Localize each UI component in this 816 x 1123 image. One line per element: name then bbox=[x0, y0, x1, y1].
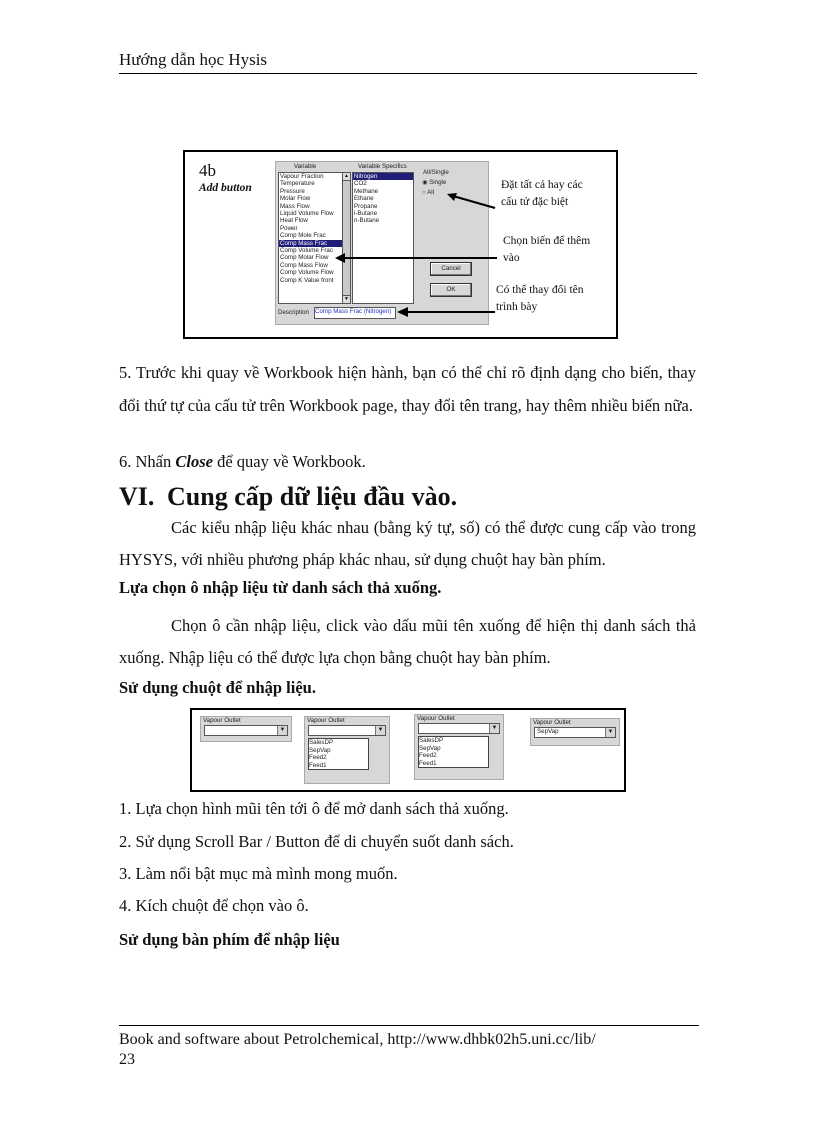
figure-add-variable-dialog bbox=[183, 150, 618, 339]
add-variable-dialog bbox=[275, 161, 489, 325]
step-3: 3. Làm nổi bật mục mà mình mong muốn. bbox=[119, 864, 398, 883]
variable-header: Variable bbox=[294, 163, 317, 170]
combo-label-1: Vapour Outlet bbox=[203, 717, 241, 724]
dropdown-option[interactable]: Feed2 bbox=[419, 752, 437, 760]
scroll-down-icon[interactable]: ▼ bbox=[344, 297, 349, 302]
footer bbox=[119, 1030, 699, 1070]
dropdown-option[interactable]: Feed2 bbox=[309, 754, 327, 762]
variable-list-item[interactable]: Comp Mole Frac bbox=[280, 232, 326, 240]
footer-rule bbox=[119, 1025, 699, 1026]
p6-prefix: 6. Nhấn bbox=[119, 452, 176, 471]
combo-label-2: Vapour Outlet bbox=[307, 717, 345, 724]
section-title: Cung cấp dữ liệu đầu vào. bbox=[167, 482, 458, 511]
variable-list-item[interactable]: Mass Flow bbox=[280, 202, 310, 210]
annotation-choose-variable: Chọn biến để thêm vào bbox=[503, 235, 591, 264]
paragraph-step-5: 5. Trước khi quay về Workbook hiện hành, bạn có thể chỉ rõ định dạng cho biến, thay đổi thứ tự của cấu tử trên Workbook page, thay đổi tên trang, hay thêm nhiều biến nữa. bbox=[119, 363, 696, 415]
combo-box-1[interactable] bbox=[204, 725, 288, 736]
description-label: Description bbox=[278, 309, 309, 316]
dropdown-option[interactable]: Feed1 bbox=[419, 759, 437, 767]
subheading-dropdown: Lựa chọn ô nhập liệu từ danh sách thả xuống. bbox=[119, 578, 442, 597]
variable-list-item[interactable]: Vapour Fraction bbox=[280, 173, 324, 180]
ok-button[interactable]: OK bbox=[430, 283, 472, 297]
arrow-to-radio bbox=[447, 192, 497, 212]
specifics-header: Variable Specifics bbox=[358, 163, 407, 170]
dropdown-arrow-icon[interactable]: ▼ bbox=[277, 726, 287, 735]
combo-label-3: Vapour Outlet bbox=[417, 715, 455, 722]
arrow-to-variable bbox=[335, 250, 497, 260]
dropdown-paragraph: Chọn ô cần nhập liệu, click vào dấu mũi tên xuống để hiện thị danh sách thả xuống. Nhập liệu có thể được lựa chọn bằng chuột hay bàn phím. bbox=[119, 616, 696, 667]
paragraph-step-6 bbox=[119, 452, 696, 472]
variable-list-item[interactable]: Comp Mass Flow bbox=[280, 261, 328, 269]
dropdown-option[interactable]: SepVap bbox=[419, 744, 441, 752]
subheading-keyboard: Sử dụng bàn phím để nhập liệu bbox=[119, 930, 340, 949]
dropdown-arrow-icon[interactable]: ▼ bbox=[375, 726, 385, 735]
subheading-mouse: Sử dụng chuột để nhập liệu. bbox=[119, 678, 316, 697]
variable-list[interactable] bbox=[278, 172, 344, 304]
combo-step-1 bbox=[200, 716, 292, 742]
scroll-up-icon[interactable]: ▲ bbox=[344, 174, 349, 179]
section-number: VI. bbox=[119, 482, 155, 511]
variable-list-item[interactable]: Comp K Value front bbox=[280, 276, 334, 284]
header-rule bbox=[119, 73, 697, 74]
annotation-rename: Có thể thay đổi tên trình bày bbox=[496, 284, 584, 313]
dropdown-arrow-icon[interactable]: ▼ bbox=[605, 728, 615, 737]
combo-value-4: SepVap bbox=[537, 728, 559, 736]
specifics-list-item[interactable]: Ethane bbox=[354, 195, 374, 203]
cancel-button[interactable]: Cancel bbox=[430, 262, 472, 276]
dropdown-option[interactable]: SalesDP bbox=[309, 739, 334, 747]
step-label: 4b bbox=[199, 161, 216, 180]
annotation-select-all: Đặt tất cả hay các cấu tử đặc biệt bbox=[501, 179, 583, 208]
variable-list-item[interactable]: Comp Volume Flow bbox=[280, 269, 334, 277]
combo-step-3 bbox=[414, 714, 504, 780]
combo-box-3[interactable] bbox=[418, 723, 500, 734]
all-single-header: All/Single bbox=[423, 169, 449, 176]
specifics-list-item[interactable]: i-Butane bbox=[354, 210, 378, 218]
running-header: Hướng dẫn học Hysis bbox=[119, 50, 268, 69]
specifics-list-item[interactable]: Propane bbox=[354, 202, 378, 210]
combo-box-2[interactable] bbox=[308, 725, 386, 736]
radio-all-label: All bbox=[427, 189, 435, 196]
specifics-list-item[interactable]: Nitrogen bbox=[353, 173, 413, 180]
variable-list-item[interactable]: Power bbox=[280, 224, 298, 232]
section-heading bbox=[119, 482, 457, 512]
variable-list-item[interactable]: Heat Flow bbox=[280, 217, 308, 225]
variable-list-item[interactable]: Pressure bbox=[280, 187, 305, 195]
combo-box-4[interactable] bbox=[534, 727, 616, 738]
dropdown-option[interactable]: SalesDP bbox=[419, 737, 444, 745]
step-4: 4. Kích chuột để chọn vào ô. bbox=[119, 896, 309, 915]
variable-list-item[interactable]: Molar Flow bbox=[280, 195, 311, 203]
combo-step-2 bbox=[304, 716, 390, 784]
variable-list-item[interactable]: Temperature bbox=[280, 180, 315, 188]
variable-list-item[interactable]: Liquid Volume Flow bbox=[280, 210, 334, 218]
dropdown-list-2[interactable] bbox=[308, 738, 369, 770]
step-1: 1. Lựa chọn hình mũi tên tới ô để mở danh sách thả xuống. bbox=[119, 799, 509, 818]
specifics-list-item[interactable]: CO2 bbox=[354, 180, 367, 188]
step-2: 2. Sử dụng Scroll Bar / Button để di chuyển suốt danh sách. bbox=[119, 832, 514, 851]
radio-single-label: Single bbox=[429, 179, 447, 186]
dropdown-option[interactable]: SepVap bbox=[309, 746, 331, 754]
figure-dropdown-steps bbox=[190, 708, 626, 792]
p6-suffix: để quay về Workbook. bbox=[212, 452, 366, 471]
close-keyword: Close bbox=[175, 452, 213, 471]
dropdown-list-3[interactable] bbox=[418, 736, 489, 768]
variable-list-item[interactable]: Comp Mass Frac bbox=[279, 240, 343, 247]
page-number: 23 bbox=[119, 1051, 135, 1068]
specifics-list[interactable] bbox=[352, 172, 414, 304]
specifics-list-item[interactable]: n-Butane bbox=[354, 217, 380, 225]
combo-label-4: Vapour Outlet bbox=[533, 719, 571, 726]
radio-single[interactable]: ◉ Single bbox=[422, 179, 447, 186]
section-intro: Các kiểu nhập liệu khác nhau (bằng ký tự, số) có thể được cung cấp vào trong HYSYS, với nhiều phương pháp khác nhau, sử dụng chuột hay bàn phím. bbox=[119, 518, 696, 569]
description-field[interactable]: Comp Mass Frac (Nitrogen) bbox=[314, 307, 396, 319]
combo-step-4 bbox=[530, 718, 620, 746]
add-button-caption: Add button bbox=[199, 182, 252, 194]
radio-all[interactable]: ○ All bbox=[422, 189, 435, 196]
variable-list-item[interactable]: Comp Molar Flow bbox=[280, 254, 329, 262]
variable-list-scrollbar[interactable] bbox=[342, 172, 351, 304]
dropdown-option[interactable]: Feed1 bbox=[309, 761, 327, 769]
arrow-to-description bbox=[397, 304, 495, 314]
specifics-list-item[interactable]: Methane bbox=[354, 187, 379, 195]
variable-list-item[interactable]: Comp Volume Frac bbox=[280, 247, 333, 255]
dropdown-arrow-icon[interactable]: ▼ bbox=[489, 724, 499, 733]
footer-source: Book and software about Petrolchemical, http://www.dhbk02h5.uni.cc/lib/ bbox=[119, 1031, 596, 1048]
